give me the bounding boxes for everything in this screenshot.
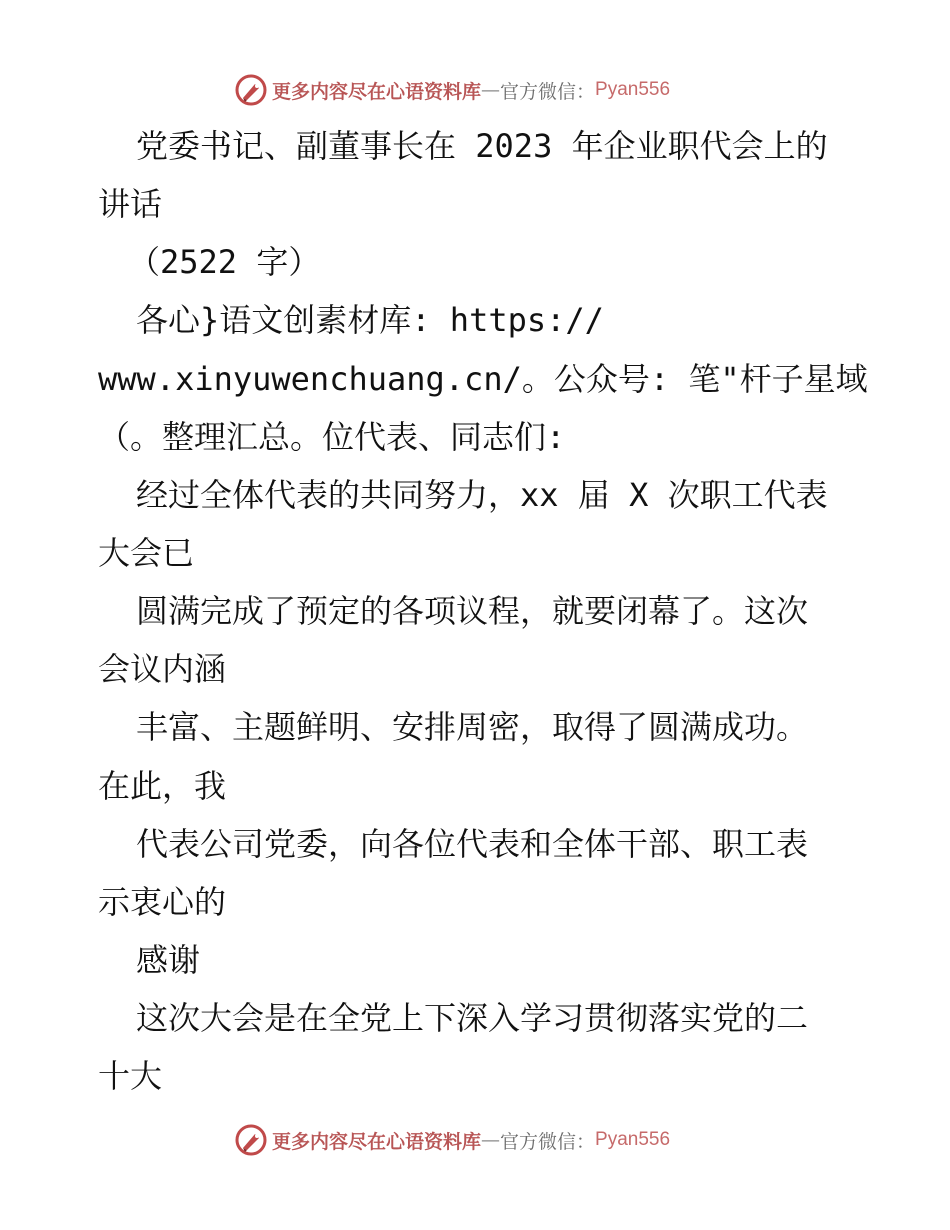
body-line: 代表公司党委，向各位代表和全体干部、职工表: [136, 825, 809, 863]
body-line: 大会已: [98, 534, 195, 572]
body-line: （2522 字）: [128, 243, 321, 281]
header-banner-text: 更多内容尽在心语资料库: [272, 80, 482, 103]
footer-wechat-id: Pyan556: [595, 1129, 671, 1150]
footer-banner-text: 更多内容尽在心语资料库: [272, 1130, 482, 1153]
header-wechat-id: Pyan556: [595, 79, 671, 100]
body-line: 十大: [98, 1057, 163, 1095]
footer-banner-dash: —: [481, 1129, 501, 1151]
header-wechat-label: 官方微信：: [500, 80, 596, 103]
body-line: 各心}语文创素材库: https://: [136, 301, 604, 339]
pen-logo-icon: [234, 1123, 268, 1157]
body-line: 圆满完成了预定的各项议程，就要闭幕了。这次: [136, 592, 809, 630]
body-line: （。整理汇总。位代表、同志们:: [98, 418, 566, 456]
body-line: 党委书记、副董事长在 2023 年企业职代会上的: [136, 127, 828, 165]
body-line: 在此，我: [98, 767, 227, 805]
body-line: 经过全体代表的共同努力，xx 届 X 次职工代表: [136, 476, 828, 514]
footer-banner: [234, 1122, 670, 1158]
body-line: 丰富、主题鲜明、安排周密，取得了圆满成功。: [136, 708, 809, 746]
body-line: www.xinyuwenchuang.cn/。公众号: 笔"杆子星域: [98, 360, 868, 398]
footer-wechat-label: 官方微信：: [500, 1130, 596, 1153]
body-line: 会议内涵: [98, 650, 227, 688]
body-line: 讲话: [98, 185, 163, 223]
body-line: 这次大会是在全党上下深入学习贯彻落实党的二: [136, 999, 809, 1037]
header-banner-dash: —: [481, 79, 501, 101]
body-line: 感谢: [136, 941, 201, 979]
body-line: 示衷心的: [98, 883, 227, 921]
pen-logo-icon: [234, 73, 268, 107]
header-banner: [234, 72, 670, 108]
